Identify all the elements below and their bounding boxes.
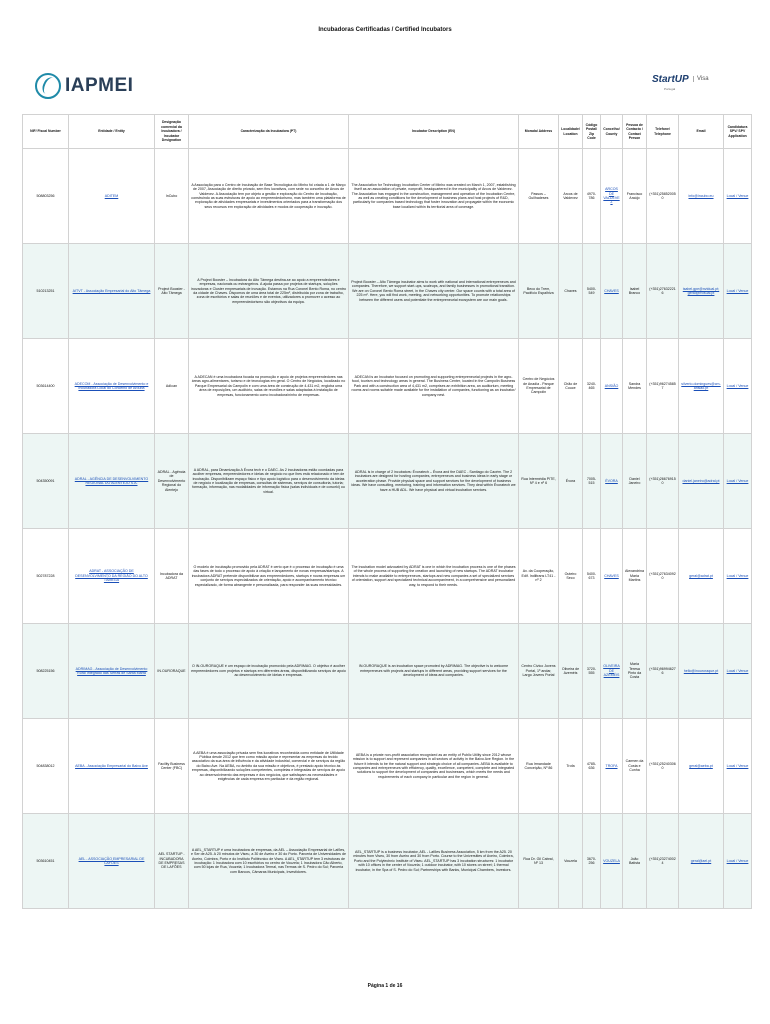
cell-entity: [69, 434, 155, 529]
header-contact: Pessoa de Contacto / Contact Person: [623, 115, 647, 149]
cell-designation: Facility Business Center (FBC): [155, 719, 189, 814]
cell-entity: [69, 624, 155, 719]
cell-phone: (+351)266769150: [647, 434, 679, 529]
cell-apply-link[interactable]: Local / Venue: [726, 573, 749, 578]
table-header-row: [23, 115, 752, 149]
cell-location: Chaves: [559, 244, 583, 339]
cell-county: [601, 339, 623, 434]
cell-entity-link[interactable]: ADRAT - ASSOCIAÇÃO DE DESENVOLVIMENTO DA REGIÃO DO ALTO TÂMEGA: [75, 569, 148, 583]
cell-designation: InCubo: [155, 149, 189, 244]
header-county: Concelho/ County: [601, 115, 623, 149]
cell-address: Beco do Trem, Pacifício Espalhiva: [519, 244, 559, 339]
cell-phone: (+351)252403060: [647, 719, 679, 814]
page-footer: Página 1 de 16: [367, 983, 403, 989]
cell-nif: 502787228: [23, 529, 69, 624]
cell-entity: [69, 719, 155, 814]
iapmei-logo-text: IAPMEI: [65, 75, 134, 96]
cell-entity-link[interactable]: ADECOM - Associação de Desenvolvimento e Incubadora Local do Concelho de Arouba: [74, 381, 149, 390]
cell-entity-link[interactable]: ADRIMAG - Associação de Desenvolvimento Rural Integrado das Serras de Santa Marta: [75, 666, 148, 675]
cell-desc-pt: A ADECAN é uma incubadora focada na promoção e apoio de projetos empreendedores nas áreas agro-alimentares, turismo e de tecnologias em geral. O Centro de Negócios, localizado no Parque Empresarial da Campolin e com uma área de construção de 4.431 m2, engloba uma área de exposições, um auditório, salas de reuniões e salas adaptadas à instalação de empresas, funcionamento como incubadora/ninho de empresas.: [189, 339, 349, 434]
cell-email-link[interactable]: hello@inouroraque.pt: [683, 668, 719, 673]
cell-desc-en: IN.OURORAQUE is an incubation space promoted by ADRIMAG. The objective is to welcome entrepreneurs with projects and startups in different areas, providing support services for the development of ideas and companies.: [349, 624, 519, 719]
cell-zip: 3670-256: [583, 814, 601, 909]
cell-desc-pt: A AEL_STARTUP é uma incubadora de empresas, da AEL – Associação Empresarial de Lafões, e Ser de A25. A 20 minutos de Viseu, a 30 de Aveiro e 30 do Porto. Parceria de Universidades de Aveiro, Coimbra, Porto e do Instituto Politécnico de Viseu. A AEL_STARTUP tem 3 estruturas de incubação: 1 Incubadora com 10 escritórios no centro de Vouzela; 1 Incubadora Cão Alberto, com 50 lojas de Rua, Vouzela; 1 Incubadora Termal, nas Termas de S. Pedro do Sul; Parceria com Bancos, Câmaras Municipais, Investidores.: [189, 814, 349, 909]
cell-desc-en: AEBA is a private non-profit association recognized as an entity of Public Utility since 2012 whose mission is to support and represent companies in all sectors of activity in the Baixo Ave Region. In the future it intends to be the natural support and strategic choice of all companies. AEBA is available to companies and entrepreneurs with efficiency, quality, excellence, competent, complete and integrated solutions to support the development of companies and businesses, which meets the needs and requirements of each company in particular and the region in general.: [349, 719, 519, 814]
cell-email: [679, 149, 724, 244]
cell-desc-pt: A ADRAL, para Dinamização A Évora tech e o DAEC. As 2 incubadoras estão coordadas para acolher empresas, empreendedores e ideias de negócio no que lhes está relacionado e tem de incubação. Disponibilizam espaço físico e tipo apoio logístico para o desenvolvimento da ideias de negócio e localização de empresas, consultas de sistemas, serviços de consultoria, tutoria; formação, informação, nas modalidades de informação física (salas individuais e de coworki) ou virtual.: [189, 434, 349, 529]
table-row: [23, 719, 752, 814]
header-email: Email: [679, 115, 724, 149]
cell-desc-en: ADRAL is in charge of 2 incubators: Évoratech – Évora and the DAEC - Santiago do Cacém. The 2 incubators are designed for hosting companies, entrepreneurs and business ideas in early stage or acceleration phase. Provide physical space and support services for the development of business ideas. We have consulting, mentoring, training and information services. They deal within Évoratech we have a HUB ADL. We have physical and virtual incubation services.: [349, 434, 519, 529]
table-row: [23, 339, 752, 434]
cell-location: Trofa: [559, 719, 583, 814]
table-row: [23, 434, 752, 529]
cell-location: Chão de Couce: [559, 339, 583, 434]
cell-entity: [69, 339, 155, 434]
cell-zip: 4785-636: [583, 719, 601, 814]
cell-designation: IN.OURORAQUE: [155, 624, 189, 719]
cell-contact: Maria Teresa Pinto da Costa: [623, 624, 647, 719]
table-row: [23, 149, 752, 244]
cell-location: Oliveira de Azeméis: [559, 624, 583, 719]
cell-address: Passos – Guilhadeses: [519, 149, 559, 244]
cell-county: [601, 814, 623, 909]
iapmei-logo-icon: [35, 73, 61, 99]
startup-logo-text: StartUP: [652, 74, 689, 85]
cell-email: [679, 339, 724, 434]
cell-zip: 3720-555: [583, 624, 601, 719]
cell-contact: Francisco Araújo: [623, 149, 647, 244]
visa-logo-text: Visa: [693, 76, 709, 82]
header-desc-pt: Caracterização da Incubadora (PT): [189, 115, 349, 149]
cell-contact: Carmen da Costa e Cunha: [623, 719, 647, 814]
cell-county: [601, 719, 623, 814]
table-row: [23, 814, 752, 909]
header-nif: NIF/ Fiscal Number: [23, 115, 69, 149]
cell-county: [601, 624, 623, 719]
cell-entity: [69, 149, 155, 244]
cell-email-link[interactable]: geral@adrat.pt: [689, 573, 713, 578]
cell-apply-link[interactable]: Local / Venue: [726, 858, 749, 863]
portugal-logo-text: Portugal: [664, 87, 676, 91]
startup-visa-logo: [652, 72, 712, 96]
cell-location: Évora: [559, 434, 583, 529]
cell-entity-link[interactable]: AEL - ASSOCIAÇÃO EMPRESARIAL DE LAFÕES: [78, 856, 145, 865]
header-apply: Candidatura SPV/ SPV Application: [724, 115, 752, 149]
cell-county-link[interactable]: CHAVES: [604, 573, 619, 578]
header-entity: Entidade / Entity: [69, 115, 155, 149]
cell-nif: 508225156: [23, 624, 69, 719]
cell-county-link[interactable]: ÉVORA: [605, 478, 618, 483]
cell-entity-link[interactable]: AEBA - Associação Empresarial do Baixo Ave: [75, 763, 148, 768]
cell-contact: Alexandrina Maria Martins: [623, 529, 647, 624]
cell-desc-pt: O modelo de incubação promovido pela ADRAT é certo que é o processo de incubação é uma das fases de todo o processo de apoio à criação e lançamento de novas empresas/startups. A incubadora ADRAT pretende disponibilizar aos empreendedores, startups e novas empresas um conjunto de serviços especializados de orientação, apoio e acompanhamento técnico especializado, de forma abrangente e personalizada, para responder às suas necessidades.: [189, 529, 349, 624]
cell-apply-link[interactable]: Local / Venue: [726, 288, 749, 293]
cell-desc-pt: A AEBA é uma associação privada sem fins lucrativos reconhecida como entidade de Utilidade Pública desde 2012 que tem como missão apoiar e representar as empresas do tecido associativo da sua área de influência e da atividade industrial, comercial e de serviços da região do Baixo Ave. Na AEBA, no âmbito da sua missão e objetivos, é prestado apoio técnico às empresas, disponibilizando soluções competentes, completas e integradas de serviços de apoio ao desenvolvimento das empresas e dos negócios, que satisfaçam as necessidades e exigências de cada empresa em particular e da região regional.: [189, 719, 349, 814]
cell-county-link[interactable]: ARCOS DE VALDEVEZ: [603, 187, 620, 205]
cell-address: Rua Intermédia PITE, Nº 4 e nº 6: [519, 434, 559, 529]
cell-nif: 503610451: [23, 814, 69, 909]
cell-entity-link[interactable]: ADRAL - AGÊNCIA DE DESENVOLVIMENTO REGIONAL DO ALENTEJO S.A.: [74, 476, 149, 485]
cell-apply-link[interactable]: Local / Venue: [726, 478, 749, 483]
cell-entity-link[interactable]: ADITEM: [104, 193, 119, 198]
cell-email-link[interactable]: silverio.domingues@cm-ansiao.pt: [681, 381, 721, 390]
cell-apply: [724, 244, 752, 339]
cell-email: [679, 434, 724, 529]
cell-apply: [724, 339, 752, 434]
cell-nif: 504838012: [23, 719, 69, 814]
cell-email: [679, 814, 724, 909]
cell-county-link[interactable]: ANSIÃO: [604, 383, 619, 388]
cell-zip: 5400-673: [583, 529, 601, 624]
cell-apply: [724, 624, 752, 719]
cell-email: [679, 719, 724, 814]
cell-address: Av. da Cooperação, Edif. Indiltrans LT41 - nº 2: [519, 529, 559, 624]
cell-county: [601, 244, 623, 339]
cell-contact: Sandra Mendes: [623, 339, 647, 434]
cell-phone: (+351)232740024: [647, 814, 679, 909]
cell-phone: (+351)258520050: [647, 149, 679, 244]
cell-entity: [69, 529, 155, 624]
table-row: [23, 244, 752, 339]
cell-email: [679, 624, 724, 719]
cell-email-link[interactable]: info@incubo.eu: [688, 193, 714, 198]
cell-desc-en: The incubation model advocated by ADRAT is one in which the incubation process is one of the phases of the whole process of supporting the creation and launching of new startups. The ADRAT incubator intends to make available to entrepreneurs, startups and new companies a set of specialized services of orientation, support and specialized technical accompaniment, in a comprehensive and personalized way, to respond to their needs.: [349, 529, 519, 624]
cell-phone: (+351)969946276: [647, 624, 679, 719]
cell-nif: 504350091: [23, 434, 69, 529]
incubators-table: [22, 114, 752, 909]
cell-address: Rua Dr. Gil Cabral, Nº 13: [519, 814, 559, 909]
table-row: [23, 624, 752, 719]
cell-apply: [724, 149, 752, 244]
cell-apply: [724, 814, 752, 909]
cell-contact: Daniel Janeiro: [623, 434, 647, 529]
table-row: [23, 529, 752, 624]
cell-designation: Incubadora da ADRAT: [155, 529, 189, 624]
cell-email: [679, 529, 724, 624]
cell-phone: (+351)276322216: [647, 244, 679, 339]
cell-phone: (+351)276340920: [647, 529, 679, 624]
cell-county-link[interactable]: TROFA: [605, 763, 618, 768]
cell-apply: [724, 719, 752, 814]
cell-designation: AdIcan: [155, 339, 189, 434]
cell-address: Centro de Negócios de Anadia - Parque Empresarial de Campolin: [519, 339, 559, 434]
cell-county-link[interactable]: CHAVES: [604, 288, 619, 293]
cell-desc-pt: A Associação para o Centro de Incubação de Base Tecnológica do Minho foi criada a 1 de Março de 2007, Associação de direito privado, sem fins lucrativos, com sede no concelho de Arcos de Valdevez. A Associação tem por objeto a gestão e exploração do Centro de Incubação, construindo as suas estruturas de apoio ao empreendedorismo, mas também uma plataforma de exploração de atividades empresariais e investimentos orientados para a transformação dos seus recursos em exploração de atividades e modos de cooperação e inovação.: [189, 149, 349, 244]
cell-desc-en: The Association for Technology Incubation Center of Minho was created on March 1, 2007, establishing itself as an association of private, nonprofit, headquartered in the municipality of Arcos de Valdevez. The Association has engaged in the construction, management and operation of the Incubation Centre, as well as creating conditions for the development of business plans and host projects of R&D, particularly for companies based technology that foster innovation and propagate within the economic base localized within its territorial area of coverage.: [349, 149, 519, 244]
cell-zip: 5400-549: [583, 244, 601, 339]
cell-apply-link[interactable]: Local / Venue: [726, 763, 749, 768]
cell-address: Centro Cívico Jovens Portal, 1º andar, Largo Jovens Portal: [519, 624, 559, 719]
cell-zip: 7005-515: [583, 434, 601, 529]
cell-nif: 503614400: [23, 339, 69, 434]
header-phone: Telefone/ Telephone: [647, 115, 679, 149]
cell-contact: João Batista: [623, 814, 647, 909]
cell-desc-en: AEL_STARTUP is a business incubator, AEL - Lafões Business Association, 5 km from the A25. 20 minutes from Viseu, 30 from Aveiro and 30 from Porto. Course to the Universities of Aveiro, Coimbra, Porto and the Polytechnic Institute of Viseu. AEL_STARTUP has 3 incubation structures: 1 incubator with 10 offices in the center of Vouzela; 1 outdoor incubator, with 10 stores on street; 1 thermal incubator, in the Spa of S. Pedro do Sul; Partnerships with Banks, Municipal Chambers, Investors.: [349, 814, 519, 909]
cell-email: [679, 244, 724, 339]
cell-nif: 510213251: [23, 244, 69, 339]
cell-zip: 4970-786: [583, 149, 601, 244]
cell-county-link[interactable]: VOUZELA: [603, 858, 620, 863]
cell-phone: (+351)962745857: [647, 339, 679, 434]
header-designation: Designação comercial da Incubadora / Incubator Designation: [155, 115, 189, 149]
cell-apply: [724, 529, 752, 624]
cell-email-link[interactable]: geral@aeba.pt: [689, 763, 713, 768]
cell-designation: Project Booster - Alto Tâmega: [155, 244, 189, 339]
header-zip: Código Postal/ Zip Code: [583, 115, 601, 149]
cell-apply-link[interactable]: Local / Venue: [726, 668, 749, 673]
cell-contact: Isabel Branco: [623, 244, 647, 339]
cell-county-link[interactable]: OLIVEIRA DE AZEMÉIS: [603, 664, 620, 678]
cell-location: Arcos de Valdevez: [559, 149, 583, 244]
cell-designation: ADRAL - Agência de Desenvolvimento Regional do Alentejo: [155, 434, 189, 529]
cell-location: Outeiro Seco: [559, 529, 583, 624]
header-address: Morada/ Address: [519, 115, 559, 149]
header-location: Localidade/ Location: [559, 115, 583, 149]
cell-desc-en: Project Booster – Alto Tâmega incubator aims to work with national and international entrepreneurs and companies. Therefore, we support start-ups, scaleups, and family businesses in promotional transition. We are on Coronel Bento Roma street, in the Chaves city center. Our space counts with a total area of 225 m². Here, you will find work, meeting, and networking opportunities. To promote relationships between the different users and potentiate the entrepreneurial ecosystem are our main goals.: [349, 244, 519, 339]
cell-email-link[interactable]: isabel.gpe@nvidual.pt; geral@nvisual.pt: [682, 286, 720, 295]
cell-address: Rua Irmandade Conceição, Nº 86: [519, 719, 559, 814]
header-desc-en: Incubator Description (EN): [349, 115, 519, 149]
iapmei-logo: [35, 73, 133, 99]
cell-apply-link[interactable]: Local / Venue: [726, 193, 749, 198]
cell-county: [601, 434, 623, 529]
cell-entity: [69, 814, 155, 909]
cell-desc-pt: O IN.OURORAQUE é um espaço de incubação promovido pela ADRIMAG. O objetivo é acolher empreendedores com projetos e startups em diferentes áreas, disponibilizando serviços de apoio ao desenvolvimento de ideias e empresas.: [189, 624, 349, 719]
cell-entity-link[interactable]: AITVT - Associação Empresarial do Alto Tâmega: [72, 288, 151, 293]
cell-desc-pt: A Project Booster – Incubadora do Alto Tâmega destina-se ao apoio a empreendedores e empresas, nacionais ou estrangeiros. A ajuda passa por projetos de startups, soluções inovadoras e Cluster empresariais de inovação. Estamos na Rua Coronel Bento Roma, no centro da cidade de Chaves. Dispomos de uma área total de 225m², distribuída por zona de trabalho, zona de escritórios e salas de reuniões e de eventos, utilizadores a promover o acesso ao empreendedorismo são objectivos da equipa.: [189, 244, 349, 339]
cell-email-link[interactable]: geral@ael.pt: [690, 858, 712, 863]
cell-county: [601, 149, 623, 244]
cell-entity: [69, 244, 155, 339]
cell-designation: AEL STARTUP - INCUBADORA DE EMPRESAS DE LAFÕES: [155, 814, 189, 909]
cell-apply: [724, 434, 752, 529]
document-title: Incubadoras Certificadas / Certified Incubators: [318, 27, 452, 33]
cell-desc-en: ADECAN is an Incubator focused on promoting and supporting entrepreneurial projects in the agro-food, tourism and technology areas in general. The Business Center, located in the Campolin Business Park and with a construction area of 4,431 m2, comprises an exhibition area, an auditorium, meeting rooms and rooms suitable made available for the installation of companies, functioning as an incubator/ company nest.: [349, 339, 519, 434]
cell-apply-link[interactable]: Local / Venue: [726, 383, 749, 388]
cell-email-link[interactable]: daniel.janeiro@adral.pt: [682, 478, 720, 483]
cell-county: [601, 529, 623, 624]
cell-location: Vouzela: [559, 814, 583, 909]
cell-zip: 3240-465: [583, 339, 601, 434]
cell-nif: 508803256: [23, 149, 69, 244]
